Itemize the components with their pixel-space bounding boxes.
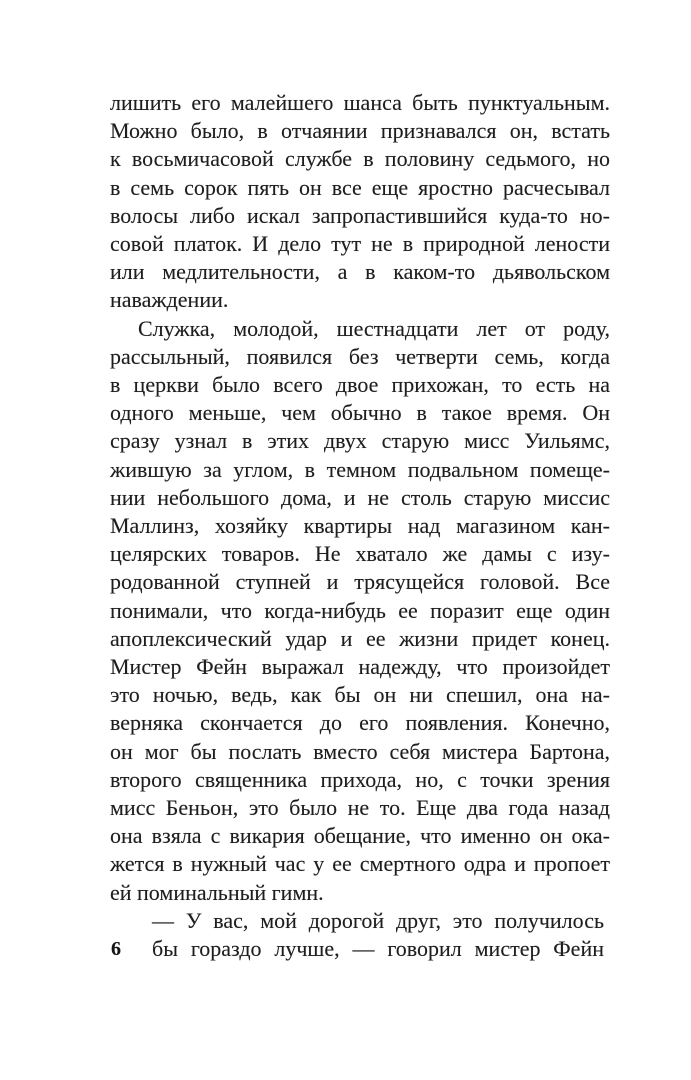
text-line: это ночью, ведь, как бы он ни спешил, она на-	[110, 682, 610, 708]
text-line: Мистер Фейн выражал надежду, что произойдет	[110, 654, 610, 680]
text-line: ей поминальный гимн.	[110, 879, 324, 905]
text-line: — У вас, мой дорогой друг, это получилось	[152, 907, 604, 933]
text-block	[110, 89, 610, 963]
text-line: она взяла с викария обещание, что именно он ока-	[110, 823, 610, 849]
text-line: совой платок. И дело тут не в природной лености	[110, 231, 610, 257]
text-line: верняка скончается до его появления. Конечно,	[110, 710, 610, 736]
text-line: жется в нужный час у ее смертного одра и пропоет	[110, 851, 610, 877]
text-line: одного меньше, чем обычно в такое время. Он	[110, 400, 610, 426]
text-line: бы гораздо лучше, — говорил мистер Фейн	[152, 936, 604, 962]
page-number: 6	[111, 938, 121, 960]
text-line: целярских товаров. Не хватало же дамы с изу-	[110, 541, 610, 567]
text-line: Маллинз, хозяйку квартиры над магазином кан-	[110, 513, 610, 539]
text-line: Служка, молодой, шестнадцати лет от роду,	[138, 315, 610, 341]
text-line: он мог бы послать вместо себя мистера Бартона,	[110, 738, 610, 764]
text-line: наваждении.	[110, 287, 229, 313]
paragraph-dialogue	[152, 907, 604, 963]
text-line: в церкви было всего двое прихожан, то есть на	[110, 372, 610, 398]
text-line: Можно было, в отчаянии признавался он, встать	[110, 118, 610, 144]
text-line: к восьмичасовой службе в половину седьмого, но	[110, 146, 610, 172]
text-line: сразу узнал в этих двух старую мисс Уильямс,	[110, 428, 610, 454]
text-line: рассыльный, появился без четверти семь, когда	[110, 343, 610, 369]
text-line: жившую за углом, в темном подвальном помеще-	[110, 456, 610, 482]
text-line: волосы либо искал запропастившийся куда-то но-	[110, 202, 610, 228]
text-line: в семь сорок пять он все еще яростно расчесывал	[110, 174, 610, 200]
text-line: лишить его малейшего шанса быть пунктуальным.	[110, 90, 610, 115]
text-line: понимали, что когда-нибудь ее поразит еще один	[110, 597, 610, 623]
text-line: родованной ступней и трясущейся головой. Все	[110, 569, 610, 595]
text-line: апоплексический удар и ее жизни придет конец.	[110, 625, 610, 651]
text-line: или медлительности, а в каком-то дьявольском	[110, 259, 610, 285]
paragraph-servka	[110, 315, 610, 907]
paragraph-continuation	[110, 89, 610, 315]
text-line: нии небольшого дома, и не столь старую миссис	[110, 484, 610, 510]
text-line: второго священника прихода, но, с точки зрения	[110, 766, 610, 792]
text-line: мисс Беньон, это было не то. Еще два года назад	[110, 795, 610, 821]
